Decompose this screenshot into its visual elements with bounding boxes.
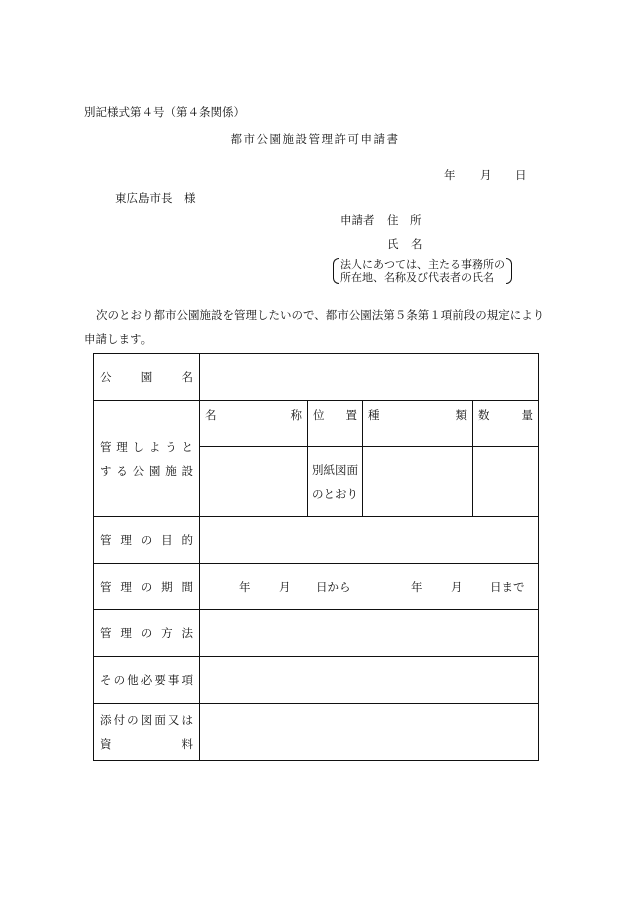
- facility-quantity-value[interactable]: [473, 447, 539, 517]
- period-end-day: 日まで: [490, 579, 525, 594]
- other-label: そ の 他 必 要 事 項: [94, 657, 200, 704]
- corporation-note-line: 法人にあつては、主たる事務所の: [340, 258, 505, 271]
- park-name-row: [94, 354, 539, 401]
- applicant-name-char: 氏: [387, 237, 399, 251]
- applicant-name-char: 名: [411, 237, 423, 251]
- method-label: 管 理 の 方 法: [94, 610, 200, 657]
- document-title: 都市公園施設管理許可申請書: [230, 132, 400, 146]
- date-day-label: 日: [515, 168, 527, 182]
- column-header-quantity: 数 量: [473, 401, 539, 447]
- other-row: [94, 657, 539, 704]
- date-month-label: 月: [480, 168, 492, 182]
- addressee: 東広島市長 様: [115, 191, 196, 205]
- attachment-value[interactable]: [200, 704, 539, 761]
- purpose-row: [94, 517, 539, 564]
- facility-header-row: [94, 401, 539, 447]
- facility-label: 管 理 し よ う と す る 公 園 施 設: [94, 401, 200, 517]
- attachment-label: 添 付 の 図 面 又 は 資 料: [94, 704, 200, 761]
- column-header-type: 種 類: [363, 401, 473, 447]
- corporation-note-line: 所在地、名称及び代表者の氏名: [340, 271, 494, 284]
- attachment-row: [94, 704, 539, 761]
- period-start-month: 月: [279, 579, 291, 594]
- park-name-value[interactable]: [200, 354, 539, 401]
- period-label: 管 理 の 期 間: [94, 564, 200, 610]
- other-value[interactable]: [200, 657, 539, 704]
- application-statement: 次のとおり都市公園施設を管理したいので、都市公園法第５条第１項前段の規定により申請します。: [84, 308, 545, 346]
- applicant-label: 申請者: [340, 213, 375, 227]
- purpose-label: 管 理 の 目 的: [94, 517, 200, 564]
- facility-type-value[interactable]: [363, 447, 473, 517]
- column-header-location: 位 置: [308, 401, 363, 447]
- facility-name-value[interactable]: [200, 447, 308, 517]
- date-year-label: 年: [444, 168, 456, 182]
- form-reference: 別記様式第４号（第４条関係）: [84, 105, 245, 119]
- period-start-year: 年: [239, 579, 251, 594]
- method-row: [94, 610, 539, 657]
- period-end-year: 年: [411, 579, 423, 594]
- park-name-label: 公 園 名: [94, 354, 200, 401]
- column-header-name: 名 称: [200, 401, 308, 447]
- application-form-table: [93, 353, 539, 761]
- period-value[interactable]: [200, 564, 539, 610]
- applicant-address-label: 住 所: [387, 213, 422, 227]
- facility-location-value: 別紙図面 のとおり: [308, 447, 363, 517]
- method-value[interactable]: [200, 610, 539, 657]
- corporation-note: [333, 258, 512, 284]
- period-row: [94, 564, 539, 610]
- purpose-value[interactable]: [200, 517, 539, 564]
- period-start-day: 日から: [316, 579, 351, 594]
- period-end-month: 月: [451, 579, 463, 594]
